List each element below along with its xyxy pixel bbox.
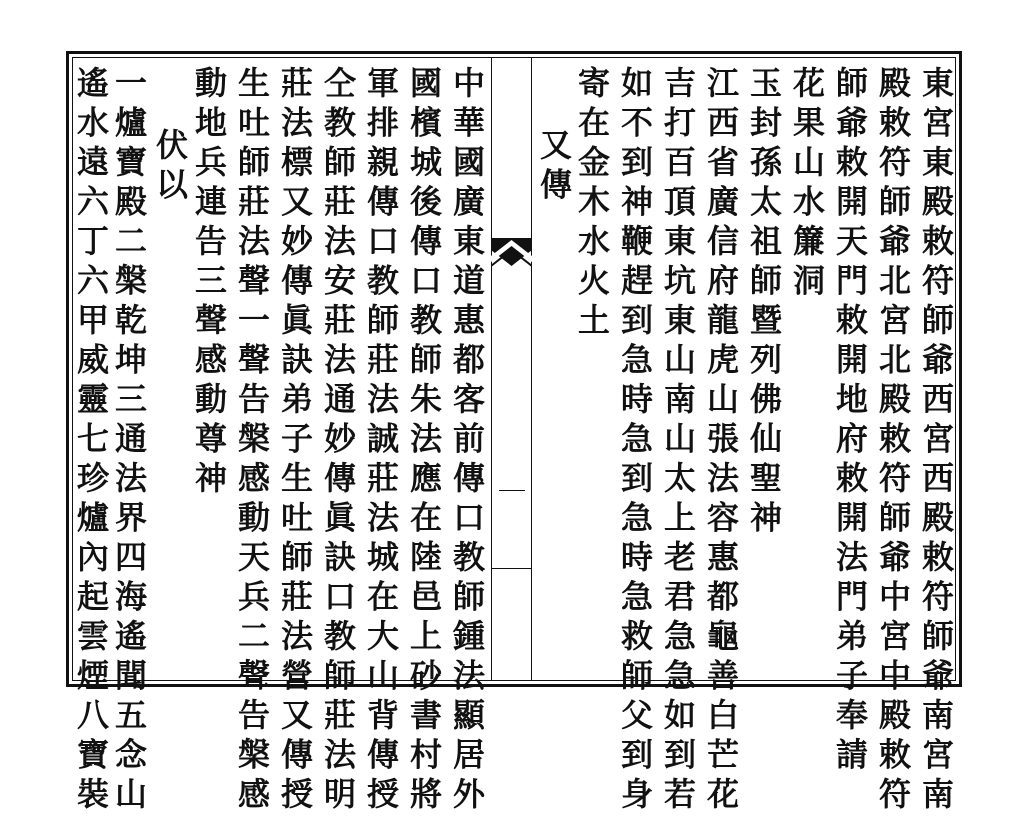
fishtail-ornament-icon bbox=[491, 236, 532, 276]
text-column: 東宮東殿敕符師爺西宮西殿敕符師爺南宮南 bbox=[917, 66, 955, 817]
text-column: 又傳 bbox=[535, 128, 573, 207]
text-column: 一爐寶殿二槃乾坤三通法界四海遙聞五念山 bbox=[110, 66, 148, 817]
text-column: 花果山水簾洞 bbox=[788, 66, 826, 303]
text-column: 國檳城後傳口教師朱法應在陸邑上砂書村將 bbox=[405, 66, 443, 817]
text-column: 如不到神鞭趕到急時急到急時急救師父到身 bbox=[616, 66, 654, 817]
text-column: 寄在金木水火土 bbox=[573, 66, 611, 343]
text-column: 動地兵連告三聲感動尊神 bbox=[190, 66, 228, 501]
text-column: 莊法標又妙傳眞訣弟子生吐師莊法營又傳授 bbox=[276, 66, 314, 817]
text-column: 殿敕符師爺北宮北殿敕符師爺中宮中殿敕符 bbox=[874, 66, 912, 817]
text-column: 玉封孫太祖師暨列佛仙聖神 bbox=[745, 66, 783, 540]
text-column: 軍排親傳口教師莊法誠莊法城在大山背傳授 bbox=[362, 66, 400, 817]
text-column: 吉打百頂東坑東山南山太上老君急急如到若 bbox=[659, 66, 697, 817]
center-fold-rule-left bbox=[491, 57, 492, 681]
text-column: 江西省廣信府龍虎山張法容惠都龜善白芒花 bbox=[702, 66, 740, 817]
center-fold-rule-right bbox=[531, 57, 532, 681]
text-column: 仝教師莊法安莊法通妙傳眞訣口教師莊法明 bbox=[319, 66, 357, 817]
center-fold-divider bbox=[492, 568, 531, 569]
text-column: 師爺敕開天門敕開地府敕開法門弟子奉請 bbox=[831, 66, 869, 777]
page-number bbox=[500, 476, 524, 500]
text-column: 中華國廣東道惠都客前傳口教師鍾法顯居外 bbox=[448, 66, 486, 817]
text-column: 生吐師莊法聲一聲告槃感動天兵二聲告槃感 bbox=[233, 66, 271, 817]
text-column: 遙水遠六丁六甲威靈七珍爐內起雲煙八寶裝 bbox=[72, 66, 110, 817]
text-column: 伏以 bbox=[151, 128, 189, 207]
